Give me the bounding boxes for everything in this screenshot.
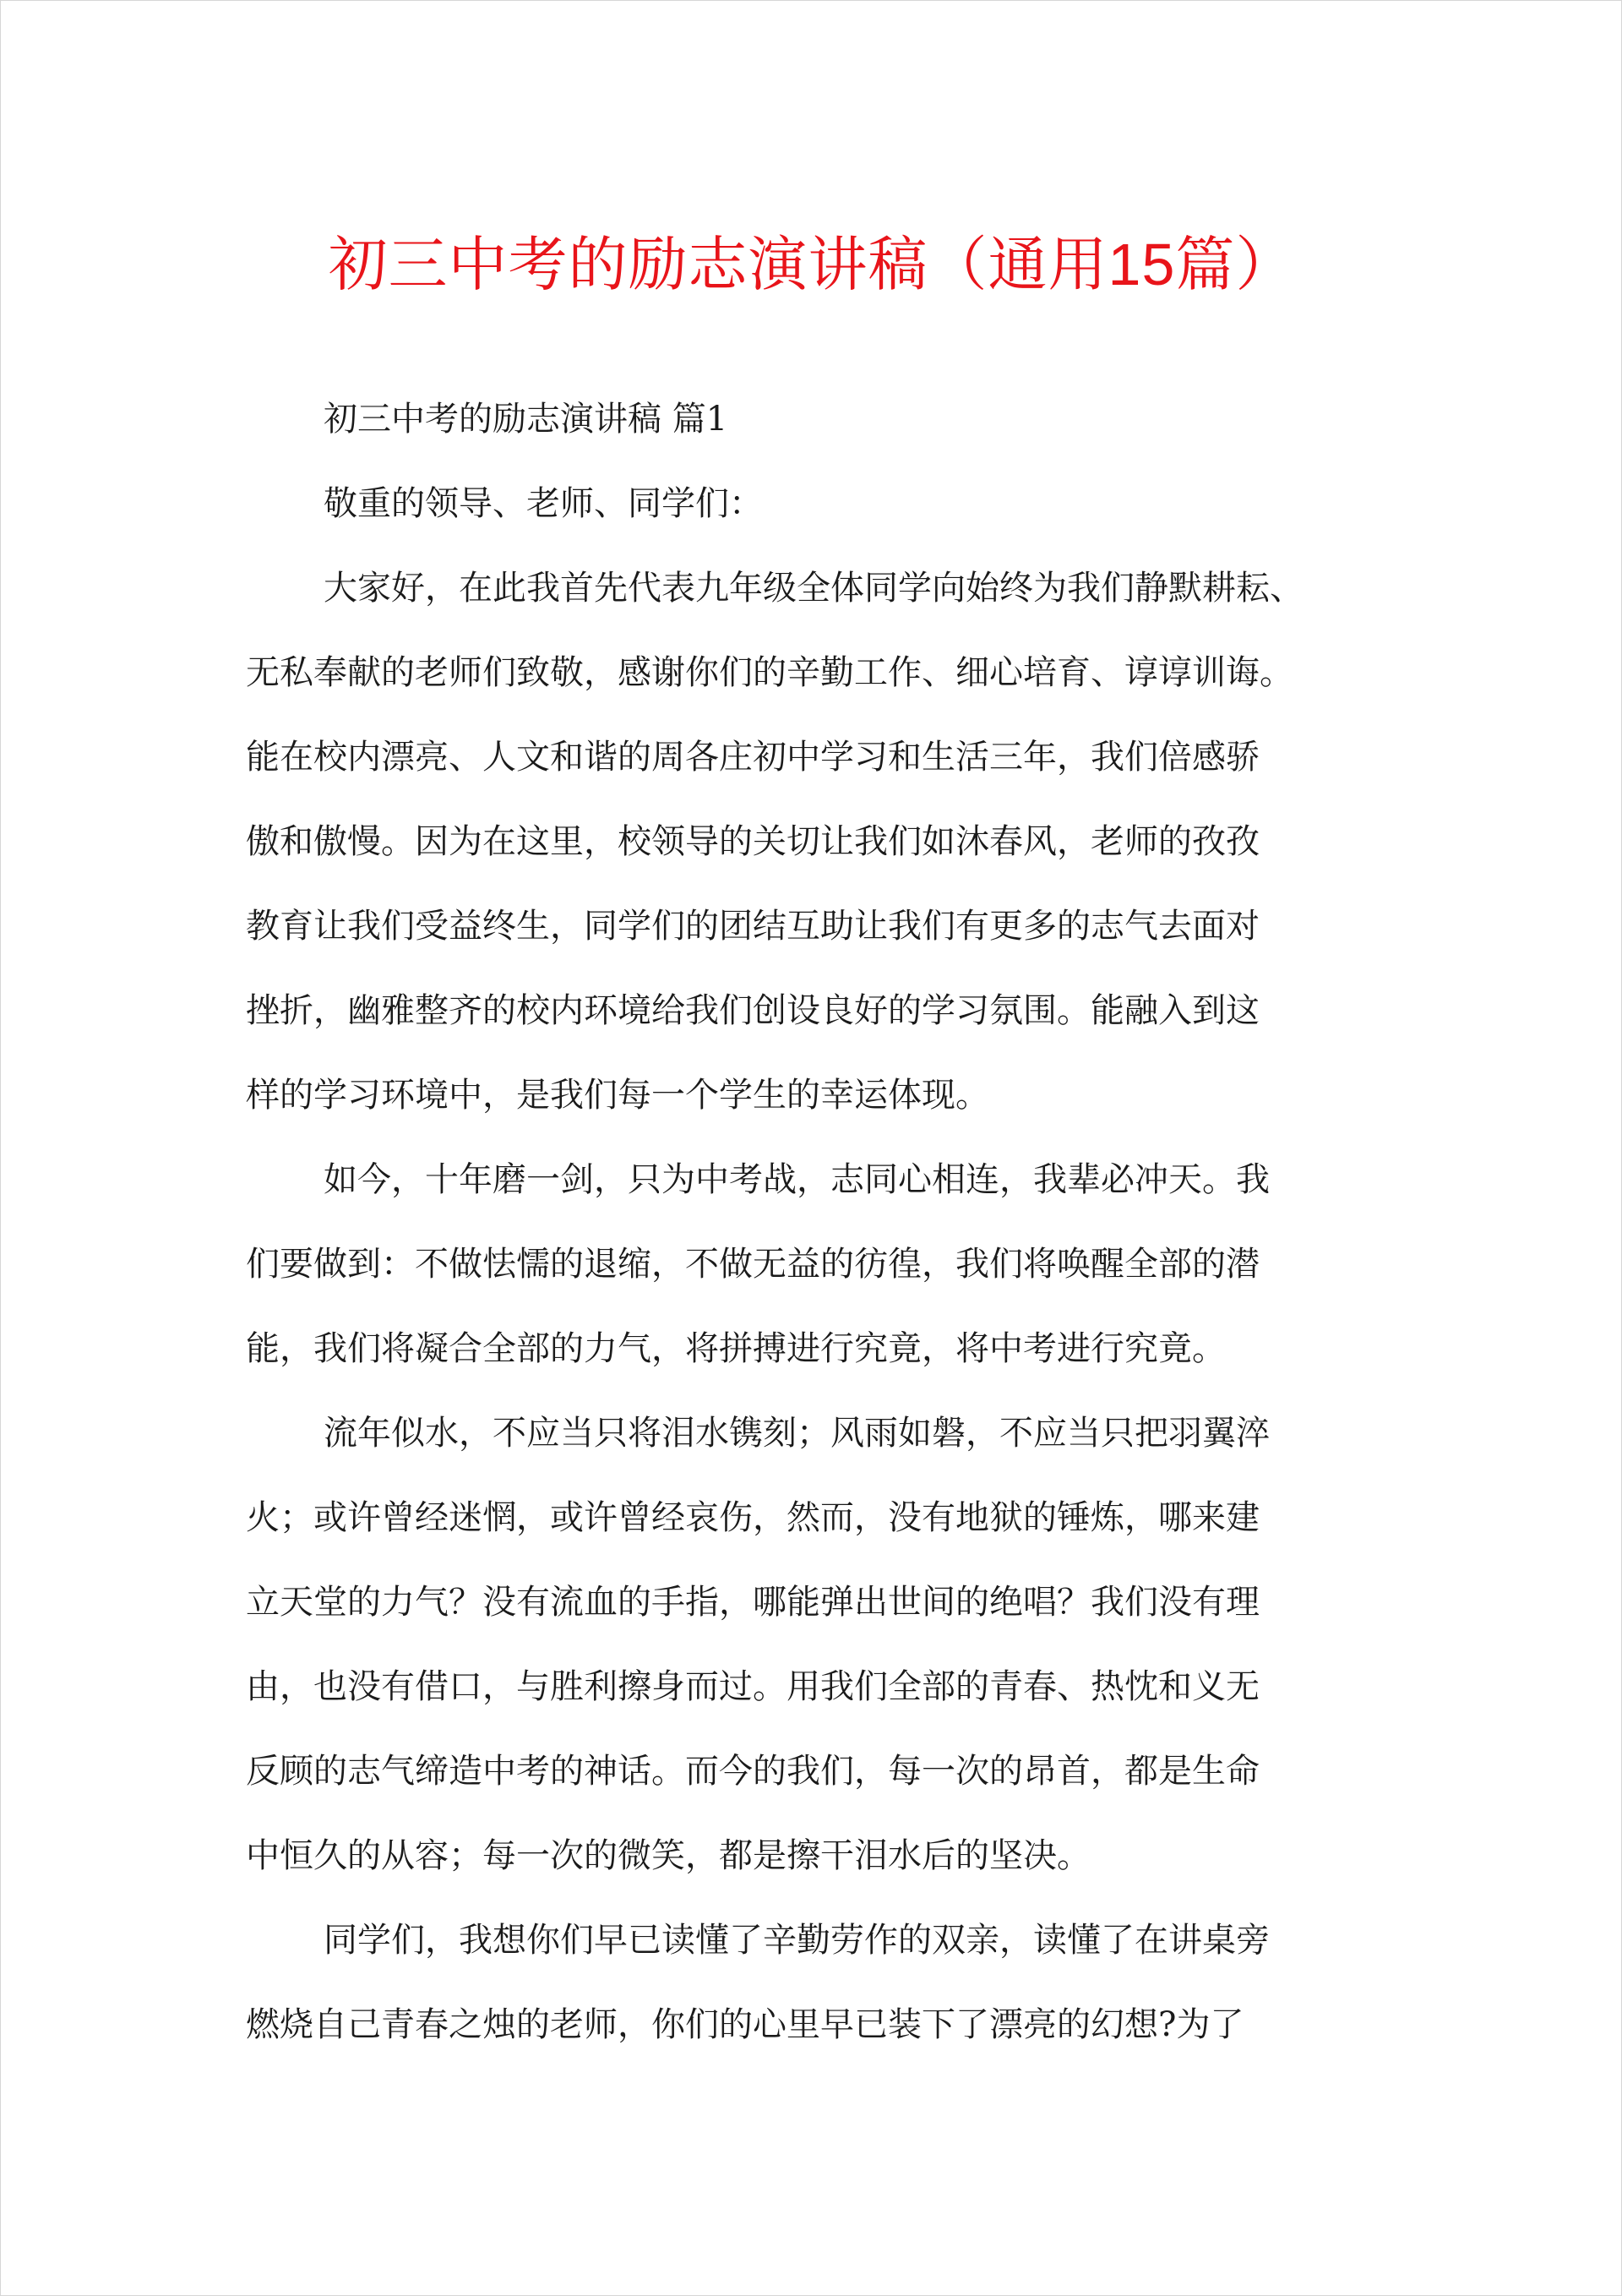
greeting-line: 敬重的领导、老师、同学们： bbox=[324, 484, 763, 523]
paragraph-4 bbox=[246, 1898, 1386, 2067]
paragraph-1 bbox=[246, 546, 1386, 1137]
paragraph-line: 挫折，幽雅整齐的校内环境给我们创设良好的学习氛围。能融入到这 bbox=[246, 991, 1260, 1030]
paragraph-line: 立天堂的力气？没有流血的手指，哪能弹出世间的绝唱？我们没有理 bbox=[246, 1583, 1260, 1622]
paragraph-line: 教育让我们受益终生，同学们的团结互助让我们有更多的志气去面对 bbox=[246, 907, 1260, 946]
document-body bbox=[246, 377, 1386, 2067]
paragraph-line: 流年似水，不应当只将泪水镌刻；风雨如磐，不应当只把羽翼淬 bbox=[324, 1414, 1270, 1453]
paragraph-2 bbox=[246, 1137, 1386, 1391]
section-heading: 初三中考的励志演讲稿 篇1 bbox=[324, 400, 728, 439]
paragraph-line: 傲和傲慢。因为在这里，校领导的关切让我们如沐春风，老师的孜孜 bbox=[246, 822, 1260, 861]
paragraph-line: 能，我们将凝合全部的力气，将拼搏进行究竟，将中考进行究竟。 bbox=[246, 1329, 1226, 1368]
paragraph-line: 由，也没有借口，与胜利擦身而过。用我们全部的青春、热忱和义无 bbox=[246, 1667, 1260, 1706]
paragraph-line: 如今，十年磨一剑，只为中考战，志同心相连，我辈必冲天。我 bbox=[324, 1160, 1270, 1199]
paragraph-line: 大家好，在此我首先代表九年级全体同学向始终为我们静默耕耘、 bbox=[324, 569, 1304, 608]
paragraph-line: 火；或许曾经迷惘，或许曾经哀伤，然而，没有地狱的锤炼，哪来建 bbox=[246, 1498, 1260, 1537]
paragraph-line: 中恒久的从容；每一次的微笑，都是擦干泪水后的坚决。 bbox=[246, 1836, 1091, 1875]
paragraph-3 bbox=[246, 1391, 1386, 1898]
paragraph-line: 能在校内漂亮、人文和谐的周各庄初中学习和生活三年，我们倍感骄 bbox=[246, 738, 1260, 777]
paragraph-line: 们要做到：不做怯懦的退缩，不做无益的彷徨，我们将唤醒全部的潜 bbox=[246, 1245, 1260, 1284]
paragraph-line: 反顾的志气缔造中考的神话。而今的我们，每一次的昂首，都是生命 bbox=[246, 1752, 1260, 1791]
document-title: 初三中考的励志演讲稿（通用15篇） bbox=[328, 232, 1296, 297]
paragraph-line: 同学们，我想你们早已读懂了辛勤劳作的双亲，读懂了在讲桌旁 bbox=[324, 1921, 1270, 1960]
paragraph-line: 燃烧自己青春之烛的老师，你们的心里早已装下了漂亮的幻想?为了 bbox=[246, 2005, 1244, 2044]
paragraph-line: 样的学习环境中，是我们每一个学生的幸运体现。 bbox=[246, 1076, 989, 1115]
paragraph-line: 无私奉献的老师们致敬，感谢你们的辛勤工作、细心培育、谆谆训诲。 bbox=[246, 653, 1293, 692]
